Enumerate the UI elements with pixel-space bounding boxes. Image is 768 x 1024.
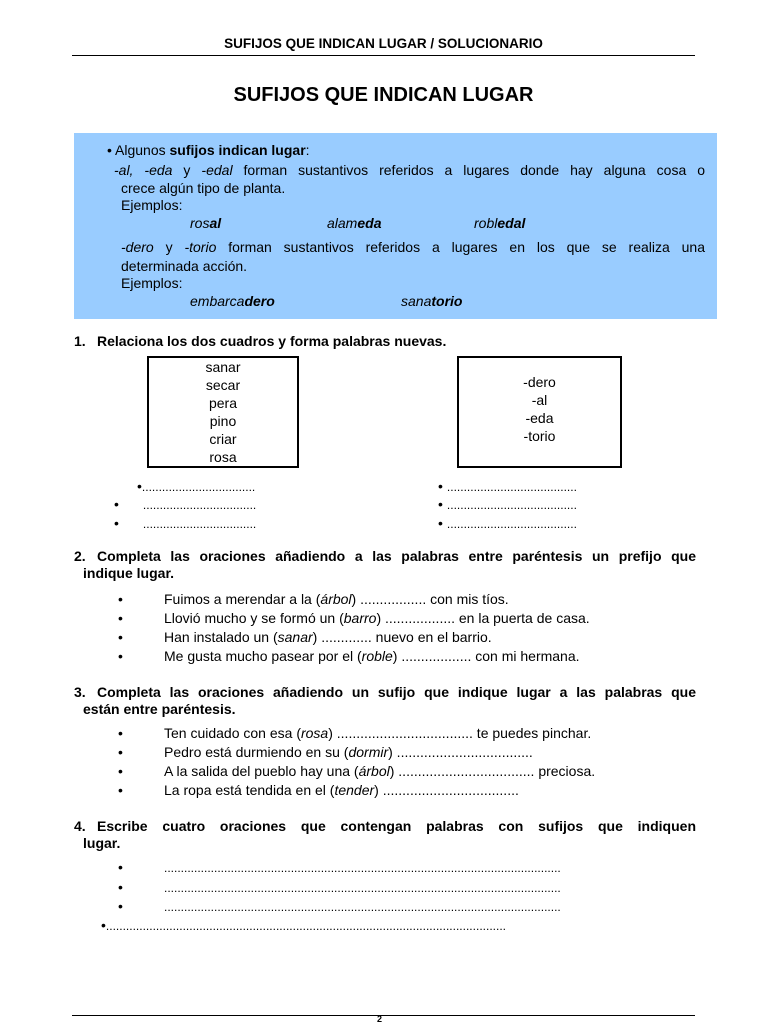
answer-line: • ..................................: [114, 496, 257, 512]
word-item: pera: [208, 395, 238, 411]
answer-line: • .......................................................................................................................: [118, 859, 561, 875]
list-item: • Llovió mucho y se formó un (barro) .................. en la puerta de casa.: [118, 610, 590, 626]
page-number: 2: [377, 1014, 383, 1024]
running-header: SUFIJOS QUE INDICAN LUGAR / SOLUCIONARIO: [72, 36, 695, 56]
list-item: • Pedro está durmiendo en su (dormir) ...................................: [118, 744, 533, 760]
answer-line: • ..................................: [114, 515, 257, 531]
q2-items: [118, 590, 718, 666]
page-title: SUFIJOS QUE INDICAN LUGAR: [233, 84, 534, 106]
word-item: criar: [209, 431, 237, 447]
suffixes-box: [457, 356, 622, 468]
example-word: sanatorio: [401, 293, 463, 309]
info-p2-line1: -dero y -torio forman sustantivos referidos a lugares en los que se realiza una: [121, 239, 706, 255]
word-item: sanar: [205, 359, 241, 375]
example-word: alameda: [327, 215, 382, 231]
suffix-item: -dero: [523, 374, 556, 390]
word-item: secar: [205, 377, 241, 393]
list-item: • Fuimos a merendar a la (árbol) ................. con mis tíos.: [118, 591, 509, 607]
footer-rule: [72, 1015, 695, 1016]
bullet-icon: •: [107, 142, 112, 158]
answer-line: • .......................................................................................................................: [118, 879, 561, 895]
q3-items: [118, 724, 718, 800]
example-word: embarcadero: [190, 293, 275, 309]
example-word: robledal: [474, 215, 526, 231]
info-p1-line2: crece algún tipo de planta.: [121, 180, 286, 196]
answer-line: •........................................................................................................................: [101, 917, 506, 933]
question-3: 3. Completa las oraciones añadiendo un sufijo que indique lugar a las palabras que están entre paréntesis.: [74, 684, 696, 717]
info-p1-line1: -al, -eda y -edal forman sustantivos referidos a lugares donde hay alguna cosa o: [114, 162, 706, 178]
info-p2-line2: determinada acción.: [121, 258, 248, 274]
answer-line: • .......................................: [438, 496, 577, 512]
info-intro: • Algunos sufijos indican lugar:: [107, 142, 310, 158]
question-4: 4. Escribe cuatro oraciones que contengan palabras con sufijos que indiquen lugar.: [74, 818, 696, 851]
suffix-item: -torio: [523, 428, 556, 444]
example-word: rosal: [190, 215, 222, 231]
suffix-item: -eda: [525, 410, 554, 426]
answer-line: • .......................................................................................................................: [118, 898, 561, 914]
list-item: • Han instalado un (sanar) ............. nuevo en el barrio.: [118, 629, 492, 645]
words-box: [147, 356, 299, 468]
list-item: • Ten cuidado con esa (rosa) ................................... te puedes pinchar.: [118, 725, 592, 741]
question-2: 2. Completa las oraciones añadiendo a las palabras entre paréntesis un prefijo que indique lugar.: [74, 548, 696, 581]
answer-line: • .......................................: [438, 515, 577, 531]
list-item: • A la salida del pueblo hay una (árbol) ................................... preciosa.: [118, 763, 596, 779]
list-item: • Me gusta mucho pasear por el (roble) .................. con mi hermana.: [118, 648, 580, 664]
word-item: rosa: [209, 449, 237, 465]
word-item: pino: [209, 413, 237, 429]
answer-line: •..................................: [137, 478, 256, 494]
ejemplos-label: Ejemplos:: [121, 275, 183, 291]
list-item: • La ropa está tendida en el (tender) ...................................: [118, 782, 519, 798]
ejemplos-label: Ejemplos:: [121, 197, 183, 213]
answer-line: • .......................................: [438, 478, 577, 494]
suffix-item: -al: [531, 392, 548, 408]
